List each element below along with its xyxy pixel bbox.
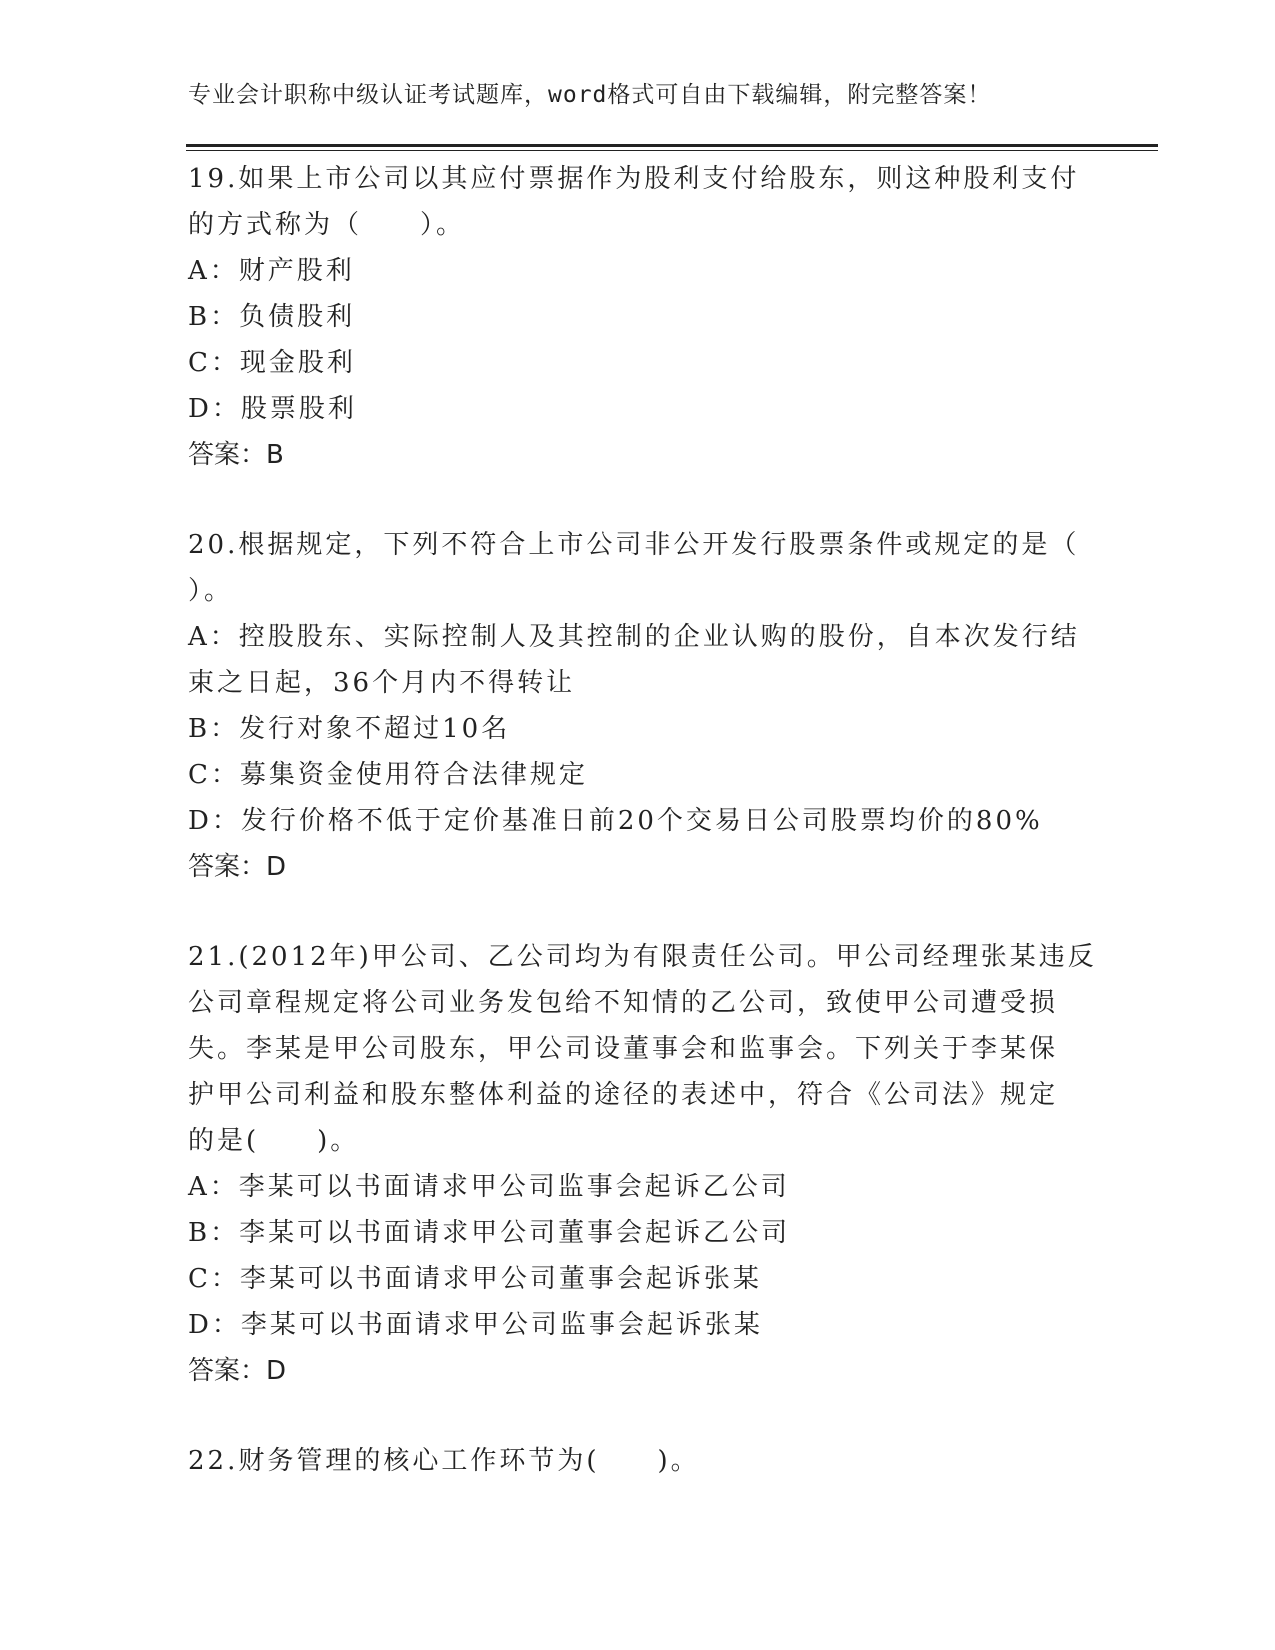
option-a: A：财产股利 (188, 256, 355, 286)
option-c: C：募集资金使用符合法律规定 (188, 760, 588, 790)
option-d: D：发行价格不低于定价基准日前20个交易日公司股票均价的80% (188, 806, 1043, 836)
question-21 (188, 934, 1097, 1394)
question-stem: 19.如果上市公司以其应付票据作为股利支付给股东，则这种股利支付 (188, 164, 1080, 194)
option-b: B：发行对象不超过10名 (188, 714, 511, 744)
question-list (188, 156, 1097, 1528)
header-rule-thick (186, 144, 1158, 147)
page-header: 专业会计职称中级认证考试题库，word格式可自由下载编辑，附完整答案！ (188, 82, 992, 108)
option-b: B：李某可以书面请求甲公司董事会起诉乙公司 (188, 1218, 791, 1248)
question-stem: 的方式称为（ ）。 (188, 210, 466, 240)
question-stem: 22.财务管理的核心工作环节为( )。 (188, 1446, 700, 1476)
option-b: B：负债股利 (188, 302, 356, 332)
question-19 (188, 156, 1088, 478)
question-stem: 的是( )。 (188, 1126, 360, 1156)
answer-label: 答案：D (188, 852, 287, 882)
question-22 (188, 1438, 1088, 1484)
question-stem: 公司章程规定将公司业务发包给不知情的乙公司，致使甲公司遭受损 (188, 988, 1059, 1018)
question-stem: ）。 (188, 576, 234, 606)
option-d: D：李某可以书面请求甲公司监事会起诉张某 (188, 1310, 763, 1340)
question-stem: 21.(2012年)甲公司、乙公司均为有限责任公司。甲公司经理张某违反 (188, 942, 1097, 972)
header-rule-thin (186, 150, 1158, 151)
question-stem: 护甲公司利益和股东整体利益的途径的表述中，符合《公司法》规定 (188, 1080, 1059, 1110)
answer-label: 答案：B (188, 440, 284, 470)
option-c: C：李某可以书面请求甲公司董事会起诉张某 (188, 1264, 762, 1294)
option-a: A：控股股东、实际控制人及其控制的企业认购的股份，自本次发行结 (188, 622, 1080, 652)
option-c: C：现金股利 (188, 348, 356, 378)
question-20 (188, 522, 1088, 890)
answer-label: 答案：D (188, 1356, 287, 1386)
question-stem: 20.根据规定，下列不符合上市公司非公开发行股票条件或规定的是（ (188, 530, 1080, 560)
option-a-continued: 束之日起，36个月内不得转让 (188, 668, 576, 698)
question-stem: 失。李某是甲公司股东，甲公司设董事会和监事会。下列关于李某保 (188, 1034, 1059, 1064)
option-d: D：股票股利 (188, 394, 357, 424)
option-a: A：李某可以书面请求甲公司监事会起诉乙公司 (188, 1172, 790, 1202)
